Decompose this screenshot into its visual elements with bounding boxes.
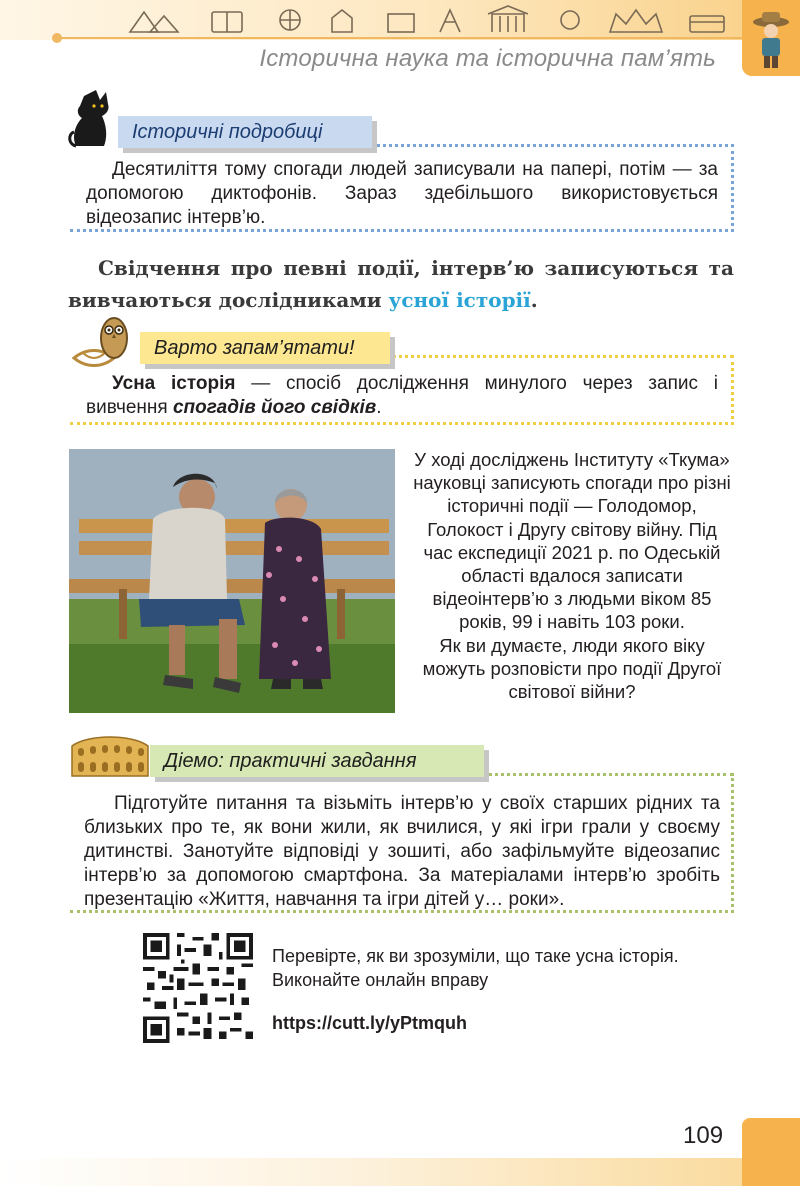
explorer-icon bbox=[742, 0, 800, 76]
remember-title: Варто запам’ятати! bbox=[140, 332, 390, 364]
details-title: Історичні подробиці bbox=[118, 116, 372, 148]
main-paragraph-end: . bbox=[530, 288, 538, 312]
crown-icon bbox=[610, 10, 662, 32]
qr-code[interactable] bbox=[143, 933, 253, 1043]
oral-history-definition-term: Усна історія bbox=[112, 373, 236, 394]
main-paragraph bbox=[68, 252, 734, 316]
header-line bbox=[58, 37, 748, 39]
qr-instruction: Перевірте, як ви зрозуміли, що таке усна історія. Виконайте онлайн вправу bbox=[272, 946, 679, 990]
remember-end: . bbox=[376, 397, 382, 418]
oral-history-term: усної історії bbox=[388, 288, 531, 312]
main-paragraph-text: Свідчення про певні події, інтерв’ю записуються та вивчаються дослідниками bbox=[68, 256, 734, 312]
details-text: Десятиліття тому спогади людей записували на папері, потім — за допомогою диктофонів. Зараз здебільшого використовується відеозапис інтерв’ю. bbox=[86, 159, 718, 228]
photo-caption bbox=[412, 448, 732, 703]
exercise-link[interactable]: https://cutt.ly/yPtmquh bbox=[272, 1013, 467, 1033]
page-tab bbox=[742, 1118, 800, 1186]
header-dot bbox=[52, 33, 62, 43]
corner-tab bbox=[742, 0, 800, 76]
cat-icon bbox=[66, 86, 118, 153]
remember-text bbox=[86, 372, 718, 420]
medal-icon bbox=[561, 11, 579, 29]
pyramid-icon-2 bbox=[150, 16, 178, 32]
scroll-icon bbox=[388, 14, 414, 32]
vase-icon bbox=[332, 10, 352, 32]
header-title: Історична наука та історична пам’ять bbox=[259, 45, 716, 72]
remember-definition: — спосіб дослідження минулого через запис і вивчення bbox=[86, 373, 718, 418]
witness-memories-emphasis: спогадів його свідків bbox=[172, 397, 377, 418]
caption-question: Як ви думаєте, люди якого віку можуть розповісти про події Другої світової війни? bbox=[422, 634, 722, 703]
chest-icon bbox=[690, 16, 724, 32]
interview-photo bbox=[69, 449, 395, 713]
practice-title: Діемо: практичні завдання bbox=[150, 745, 484, 777]
pyramid-icon bbox=[130, 12, 158, 32]
practice-text: Підготуйте питання та візьміть інтерв’ю у своїх старших рідних та близьких про те, як вони жили, як вчилися, у які ігри грали у своєму дитинстві. Занотуйте відповіді у зошиті, або зафільмуйте відеозапис інтерв’ю за допомогою смартфона. За матеріалами інтерв’ю зробіть презентацію «Життя, навчання та ігри дітей у… роки». bbox=[84, 793, 720, 910]
page-number: 109 bbox=[683, 1122, 724, 1149]
caption-paragraph-1: У ході досліджень Інституту «Ткума» науковці записують спогади про різні історичні події — Голодомор, Голокост і Другу світову війну. Під час експедиції 2021 р. по Одеській області вдалося записати відеоінтерв’ю з людьми віком 85 років, 99 і навіть 103 роки. bbox=[413, 449, 731, 633]
footer-band bbox=[0, 1158, 800, 1186]
tent-icon bbox=[440, 10, 460, 32]
